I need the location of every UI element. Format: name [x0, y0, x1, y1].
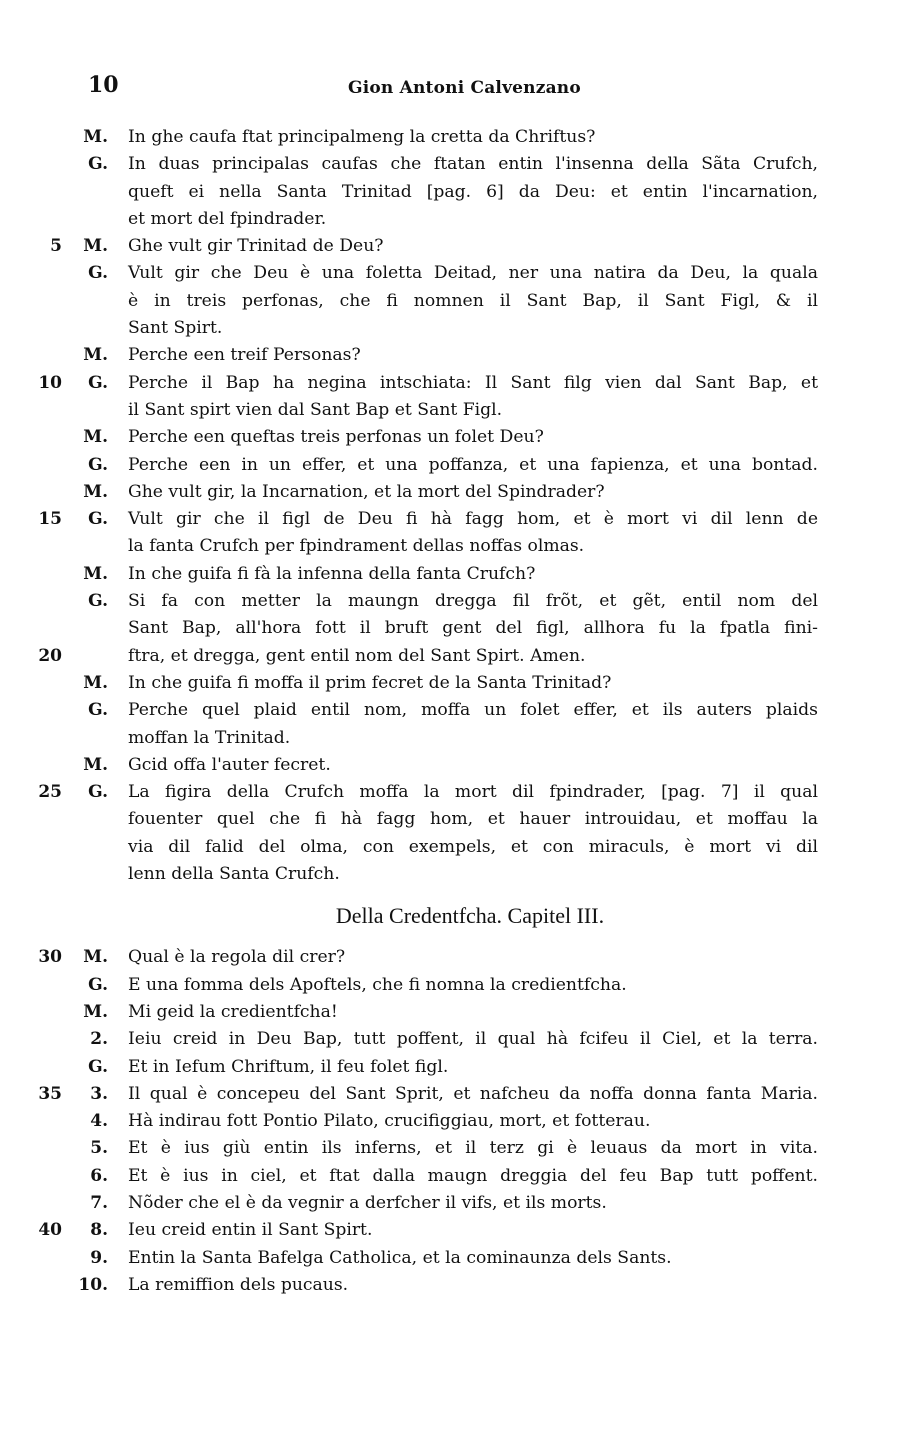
line-number: 10 [38, 372, 62, 393]
line-text: In che guifa fi fà la infenna della fanta Crufch? [128, 563, 536, 584]
line-text: La figira della Crufch moffa la mort dil fpindrader, [pag. 7] il qual [128, 782, 818, 803]
line-text: Nõder che el è da vegnir a derfcher il vifs, et ils morts. [128, 1192, 607, 1213]
speaker-label: 5. [90, 1138, 108, 1159]
text-line [0, 1026, 900, 1053]
text-line [0, 288, 900, 315]
text-line [0, 315, 900, 342]
speaker-label: M. [83, 672, 108, 693]
speaker-label: G. [88, 700, 108, 721]
line-text: In duas principalas caufas che ftatan entin l'insenna della Sãta Crufch, [128, 154, 818, 175]
text-line [0, 1245, 900, 1272]
text-line [0, 1272, 900, 1299]
speaker-label: M. [83, 127, 108, 147]
speaker-label: 6. [90, 1165, 108, 1186]
speaker-label: G. [88, 591, 108, 612]
text-line [0, 1163, 900, 1190]
line-text: il Sant spirt vien dal Sant Bap et Sant Figl. [128, 399, 503, 420]
line-text: Hà indirau fott Pontio Pilato, crucifiggiau, mort, et fotterau. [128, 1111, 651, 1132]
text-line [0, 697, 900, 724]
line-text: Perche een in un effer, et una poffanza, et una fapienza, et una bontad. [128, 454, 818, 475]
speaker-label: M. [83, 481, 108, 502]
text-line [0, 533, 900, 560]
text-line [0, 233, 900, 260]
text-line [0, 615, 900, 642]
speaker-label: M. [83, 563, 108, 584]
line-text: Sant Bap, all'hora fott il bruft gent del figl, allhora fu la fpatla fini- [128, 618, 818, 639]
speaker-label: 8. [90, 1220, 108, 1241]
line-text: Perche il Bap ha negina intschiata: Il Sant filg vien dal Sant Bap, et [128, 372, 818, 393]
line-text: E una fomma dels Apoftels, che fi nomna la credientfcha. [128, 974, 627, 995]
line-text: la fanta Crufch per fpindrament dellas noffas olmas. [128, 536, 585, 557]
page-header [0, 72, 900, 108]
line-text: Entin la Santa Bafelga Catholica, et la cominaunza dels Sants. [128, 1247, 672, 1268]
text-line [0, 397, 900, 424]
text-line [0, 779, 900, 806]
speaker-label: M. [83, 427, 108, 448]
speaker-label: 2. [90, 1029, 108, 1050]
speaker-label: M. [83, 236, 108, 257]
text-line [0, 1135, 900, 1162]
text-line [0, 670, 900, 697]
line-text: In che guifa fi moffa il prim fecret de la Santa Trinitad? [128, 672, 612, 693]
line-text: Il qual è concepeu del Sant Sprit, et nafcheu da noffa donna fanta Maria. [128, 1083, 818, 1104]
text-line [0, 834, 900, 861]
text-line [0, 752, 900, 779]
text-line [0, 342, 900, 369]
line-number: 5 [50, 236, 62, 257]
speaker-label: M. [83, 947, 108, 968]
line-text: Ghe vult gir, la Incarnation, et la mort del Spindrader? [128, 481, 605, 502]
speaker-label: 7. [90, 1192, 108, 1213]
line-text: et mort del fpindrader. [128, 208, 327, 229]
speaker-label: G. [88, 454, 108, 475]
line-text: Vult gir che il figl de Deu fi hà fagg hom, et è mort vi dil lenn de [128, 509, 818, 530]
speaker-label: M. [83, 1001, 108, 1022]
speaker-label: 9. [90, 1247, 108, 1268]
text-line [0, 206, 900, 233]
line-text: In ghe caufa ftat principalmeng la cretta da Chriftus? [128, 127, 596, 147]
line-number: 15 [38, 509, 62, 530]
speaker-label: G. [88, 974, 108, 995]
text-line [0, 424, 900, 451]
text-line [0, 370, 900, 397]
speaker-label: G. [88, 1056, 108, 1077]
line-text: Et è ius in ciel, et ftat dalla maugn dreggia del feu Bap tutt poffent. [128, 1165, 818, 1186]
speaker-label: G. [88, 782, 108, 803]
text-line [0, 124, 900, 151]
text-line [0, 806, 900, 833]
text-line [0, 1054, 900, 1081]
text-line [0, 1081, 900, 1108]
speaker-label: M. [83, 345, 108, 366]
line-number: 20 [38, 645, 62, 666]
section-heading: Della Credentfcha. Capitel III. [335, 903, 605, 929]
line-text: Ieiu creid in Deu Bap, tutt poffent, il qual hà fcifeu il Ciel, et la terra. [128, 1029, 818, 1050]
catechism-block-b [0, 944, 900, 1299]
text-line [0, 643, 900, 670]
line-text: è in treis perfonas, che fi nomnen il Sant Bap, il Sant Figl, & il [128, 290, 818, 311]
line-text: Ieu creid entin il Sant Spirt. [128, 1220, 373, 1241]
line-text: Perche een treif Personas? [128, 345, 361, 366]
text-line [0, 861, 900, 888]
line-text: Ghe vult gir Trinitad de Deu? [128, 236, 384, 257]
text-line [0, 999, 900, 1026]
text-line [0, 479, 900, 506]
text-line [0, 725, 900, 752]
line-number: 40 [38, 1220, 62, 1241]
text-line [0, 260, 900, 287]
text-line [0, 506, 900, 533]
line-number: 35 [38, 1083, 62, 1104]
text-line [0, 1217, 900, 1244]
line-text: queft ei nella Santa Trinitad [pag. 6] da Deu: et entin l'incarnation, [128, 181, 818, 202]
line-text: lenn della Santa Crufch. [128, 864, 340, 885]
line-text: Et è ius giù entin ils inferns, et il terz gi è leuaus da mort in vita. [128, 1138, 818, 1159]
line-number: 30 [38, 947, 62, 968]
text-line [0, 452, 900, 479]
line-number: 25 [38, 782, 62, 803]
line-text: ftra, et dregga, gent entil nom del Sant Spirt. Amen. [128, 645, 586, 666]
line-text: Perche quel plaid entil nom, moffa un folet effer, et ils auters plaids [128, 700, 818, 721]
page-number: 10 [88, 72, 119, 98]
catechism-block-a [0, 124, 900, 888]
line-text: fouenter quel che fi hà fagg hom, et hauer introuidau, et moffau la [128, 809, 818, 830]
line-text: Gcid offa l'auter fecret. [128, 754, 331, 775]
text-line [0, 151, 900, 178]
speaker-label: 10. [78, 1274, 108, 1295]
text-line [0, 1190, 900, 1217]
line-text: Mi geid la credientfcha! [128, 1001, 338, 1022]
speaker-label: M. [83, 754, 108, 775]
text-line [0, 179, 900, 206]
line-text: Et in Iefum Chriftum, il feu folet figl. [128, 1056, 449, 1077]
speaker-label: 4. [90, 1111, 108, 1132]
line-text: Vult gir che Deu è una foletta Deitad, ner una natira da Deu, la quala [128, 263, 818, 284]
line-text: Si fa con metter la maungn dregga fil frõt, et gẽt, entil nom del [128, 591, 818, 612]
line-text: Qual è la regola dil crer? [128, 947, 346, 968]
line-text: Perche een queftas treis perfonas un folet Deu? [128, 427, 544, 448]
running-title: Gion Antoni Calvenzano [348, 78, 581, 98]
speaker-label: 3. [90, 1083, 108, 1104]
line-text: moffan la Trinitad. [128, 727, 291, 748]
line-text: La remiffion dels pucaus. [128, 1274, 349, 1295]
text-line [0, 561, 900, 588]
speaker-label: G. [88, 509, 108, 530]
text-line [0, 588, 900, 615]
speaker-label: G. [88, 154, 108, 175]
page-body [0, 124, 900, 1299]
text-line [0, 1108, 900, 1135]
text-line [0, 944, 900, 971]
text-line [0, 972, 900, 999]
speaker-label: G. [88, 263, 108, 284]
line-text: via dil falid del olma, con exempels, et con miraculs, è mort vi dil [128, 836, 818, 857]
speaker-label: G. [88, 372, 108, 393]
line-text: Sant Spirt. [128, 318, 223, 339]
